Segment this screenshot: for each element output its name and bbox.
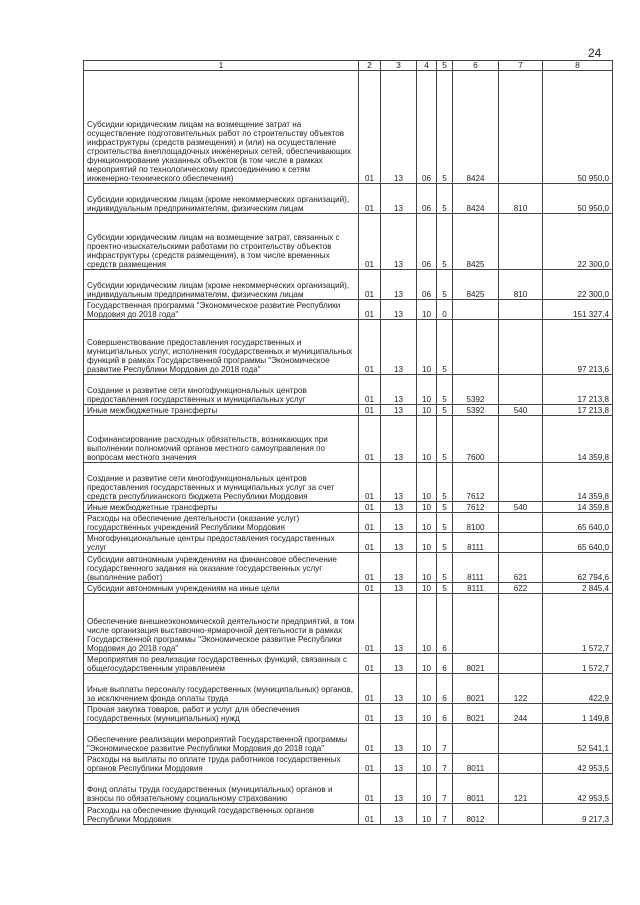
row-code-cell-c6: 8011 — [453, 774, 499, 804]
row-code-cell-c7: 810 — [499, 184, 543, 214]
row-code-cell-c4: 06 — [417, 184, 437, 214]
row-name-cell: Субсидии юридическим лицам на возмещение затрат на осуществление подготовительных работ по строительству объектов инфраструктуры (средств размещения) и (или) на осуществление строительства внеплощадочных инженерных сетей, обеспечивающих функционирование указанных объектов (в том числе в рамках мероприятий по технологическому присоединению к сетям инженерно-технического обеспечения) — [84, 71, 359, 184]
row-code-cell-c4: 06 — [417, 214, 437, 270]
row-code-cell-c8: 52 541,1 — [543, 724, 613, 754]
table-row — [84, 463, 613, 502]
table-row — [84, 754, 613, 774]
row-code-cell-c4: 10 — [417, 724, 437, 754]
row-code-cell-c8: 1 572,7 — [543, 594, 613, 654]
row-code-cell-c5: 5 — [437, 533, 453, 553]
row-code-cell-c5: 6 — [437, 674, 453, 704]
row-name-cell: Субсидии юридическим лицам (кроме некоммерческих организаций), индивидуальным предпринимателям, физическим лицам — [84, 184, 359, 214]
row-code-cell-c3: 13 — [381, 502, 417, 513]
row-code-cell-c4: 10 — [417, 533, 437, 553]
row-code-cell-c5: 5 — [437, 405, 453, 416]
row-name-cell: Расходы на выплаты по оплате труда работников государственных органов Республики Мордовия — [84, 754, 359, 774]
row-code-cell-c3: 13 — [381, 375, 417, 405]
table-row — [84, 320, 613, 375]
table-row — [84, 774, 613, 804]
row-code-cell-c7 — [499, 320, 543, 375]
row-code-cell-c2: 01 — [359, 416, 381, 463]
row-code-cell-c8: 422,9 — [543, 674, 613, 704]
table-row — [84, 654, 613, 674]
row-code-cell-c2: 01 — [359, 533, 381, 553]
row-name-cell: Субсидии автономным учреждениям на финансовое обеспечение государственного задания на оказание государственных услуг (выполнение работ) — [84, 553, 359, 583]
row-code-cell-c2: 01 — [359, 270, 381, 300]
row-code-cell-c3: 13 — [381, 214, 417, 270]
table-row — [84, 416, 613, 463]
row-code-cell-c7 — [499, 513, 543, 533]
row-name-cell: Обеспечение реализации мероприятий Государственной программы "Экономическое развитие Республики Мордовия до 2018 года" — [84, 724, 359, 754]
table-row — [84, 71, 613, 184]
row-code-cell-c5: 5 — [437, 184, 453, 214]
row-code-cell-c8: 1 149,8 — [543, 704, 613, 724]
row-code-cell-c4: 06 — [417, 71, 437, 184]
row-code-cell-c3: 13 — [381, 754, 417, 774]
header-cell: 5 — [437, 61, 453, 71]
row-code-cell-c7 — [499, 654, 543, 674]
row-code-cell-c3: 13 — [381, 184, 417, 214]
row-code-cell-c3: 13 — [381, 463, 417, 502]
row-code-cell-c2: 01 — [359, 300, 381, 320]
table-row — [84, 405, 613, 416]
row-code-cell-c2: 01 — [359, 583, 381, 594]
row-code-cell-c4: 06 — [417, 270, 437, 300]
row-code-cell-c6: 8021 — [453, 674, 499, 704]
row-code-cell-c6: 8425 — [453, 214, 499, 270]
row-code-cell-c7: 244 — [499, 704, 543, 724]
row-code-cell-c6: 8021 — [453, 704, 499, 724]
row-code-cell-c7 — [499, 594, 543, 654]
row-code-cell-c2: 01 — [359, 405, 381, 416]
row-code-cell-c6 — [453, 320, 499, 375]
row-code-cell-c2: 01 — [359, 654, 381, 674]
row-code-cell-c6: 8012 — [453, 804, 499, 825]
row-code-cell-c6: 7600 — [453, 416, 499, 463]
row-code-cell-c3: 13 — [381, 804, 417, 825]
row-code-cell-c7: 540 — [499, 405, 543, 416]
row-code-cell-c2: 01 — [359, 513, 381, 533]
header-cell: 8 — [543, 61, 613, 71]
row-code-cell-c8: 2 845,4 — [543, 583, 613, 594]
table-row — [84, 184, 613, 214]
row-code-cell-c5: 7 — [437, 724, 453, 754]
table-row — [84, 724, 613, 754]
row-code-cell-c6: 8425 — [453, 270, 499, 300]
row-code-cell-c6 — [453, 594, 499, 654]
row-name-cell: Создание и развитие сети многофункциональных центров предоставления государственных и муниципальных услуг — [84, 375, 359, 405]
row-code-cell-c5: 5 — [437, 463, 453, 502]
row-code-cell-c8: 14 359,8 — [543, 463, 613, 502]
row-code-cell-c7: 621 — [499, 553, 543, 583]
row-name-cell: Субсидии автономным учреждениям на иные цели — [84, 583, 359, 594]
row-code-cell-c5: 7 — [437, 804, 453, 825]
row-code-cell-c2: 01 — [359, 674, 381, 704]
row-code-cell-c4: 10 — [417, 654, 437, 674]
row-code-cell-c5: 5 — [437, 502, 453, 513]
row-code-cell-c5: 6 — [437, 594, 453, 654]
row-code-cell-c3: 13 — [381, 724, 417, 754]
row-code-cell-c5: 6 — [437, 704, 453, 724]
row-code-cell-c8: 17 213,8 — [543, 375, 613, 405]
table-row — [84, 674, 613, 704]
row-code-cell-c5: 5 — [437, 553, 453, 583]
row-name-cell: Многофункциональные центры предоставления государственных услуг — [84, 533, 359, 553]
row-code-cell-c7: 622 — [499, 583, 543, 594]
row-code-cell-c8: 17 213,8 — [543, 405, 613, 416]
table-row — [84, 214, 613, 270]
table-row — [84, 300, 613, 320]
row-code-cell-c4: 10 — [417, 416, 437, 463]
table-row — [84, 594, 613, 654]
row-code-cell-c8: 42 953,5 — [543, 774, 613, 804]
row-name-cell: Фонд оплаты труда государственных (муниципальных) органов и взносы по обязательному социальному страхованию — [84, 774, 359, 804]
row-code-cell-c3: 13 — [381, 654, 417, 674]
header-cell: 2 — [359, 61, 381, 71]
row-name-cell: Расходы на обеспечение функций государственных органов Республики Мордовия — [84, 804, 359, 825]
header-cell: 6 — [453, 61, 499, 71]
row-code-cell-c5: 5 — [437, 416, 453, 463]
row-code-cell-c7 — [499, 375, 543, 405]
row-code-cell-c7: 121 — [499, 774, 543, 804]
row-code-cell-c3: 13 — [381, 533, 417, 553]
row-code-cell-c8: 65 640,0 — [543, 513, 613, 533]
row-code-cell-c8: 1 572,7 — [543, 654, 613, 674]
row-code-cell-c4: 10 — [417, 320, 437, 375]
row-code-cell-c2: 01 — [359, 502, 381, 513]
row-code-cell-c8: 22 300,0 — [543, 270, 613, 300]
row-code-cell-c2: 01 — [359, 375, 381, 405]
row-code-cell-c8: 50 950,0 — [543, 184, 613, 214]
row-code-cell-c5: 5 — [437, 583, 453, 594]
row-code-cell-c4: 10 — [417, 754, 437, 774]
row-code-cell-c8: 22 300,0 — [543, 214, 613, 270]
row-code-cell-c7 — [499, 533, 543, 553]
page-number: 24 — [588, 46, 602, 60]
row-code-cell-c3: 13 — [381, 71, 417, 184]
row-code-cell-c4: 10 — [417, 405, 437, 416]
row-code-cell-c6: 8111 — [453, 583, 499, 594]
row-code-cell-c8: 9 217,3 — [543, 804, 613, 825]
row-code-cell-c8: 50 950,0 — [543, 71, 613, 184]
row-code-cell-c7 — [499, 300, 543, 320]
row-code-cell-c4: 10 — [417, 594, 437, 654]
row-code-cell-c8: 62 794,6 — [543, 553, 613, 583]
row-code-cell-c2: 01 — [359, 754, 381, 774]
header-cell: 4 — [417, 61, 437, 71]
row-code-cell-c7 — [499, 724, 543, 754]
row-code-cell-c6: 5392 — [453, 405, 499, 416]
header-cell: 3 — [381, 61, 417, 71]
row-code-cell-c7 — [499, 463, 543, 502]
row-code-cell-c4: 10 — [417, 513, 437, 533]
row-code-cell-c3: 13 — [381, 774, 417, 804]
table-row — [84, 553, 613, 583]
row-code-cell-c3: 13 — [381, 270, 417, 300]
row-code-cell-c3: 13 — [381, 320, 417, 375]
row-code-cell-c6: 8011 — [453, 754, 499, 774]
row-code-cell-c2: 01 — [359, 724, 381, 754]
table-row — [84, 804, 613, 825]
table-row — [84, 375, 613, 405]
table-row — [84, 533, 613, 553]
row-name-cell: Мероприятия по реализации государственных функций, связанных с общегосударственным управлением — [84, 654, 359, 674]
row-code-cell-c7: 810 — [499, 270, 543, 300]
row-code-cell-c6: 8111 — [453, 553, 499, 583]
row-code-cell-c3: 13 — [381, 513, 417, 533]
row-code-cell-c4: 10 — [417, 774, 437, 804]
row-code-cell-c8: 151 327,4 — [543, 300, 613, 320]
row-code-cell-c6: 7612 — [453, 463, 499, 502]
row-code-cell-c2: 01 — [359, 320, 381, 375]
row-name-cell: Государственная программа "Экономическое развитие Республики Мордовия до 2018 года" — [84, 300, 359, 320]
table-row — [84, 583, 613, 594]
row-code-cell-c8: 14 359,8 — [543, 502, 613, 513]
budget-table — [83, 60, 613, 825]
row-code-cell-c6: 8111 — [453, 533, 499, 553]
row-name-cell: Субсидии юридическим лицам (кроме некоммерческих организаций), индивидуальным предпринимателям, физическим лицам — [84, 270, 359, 300]
row-name-cell: Субсидии юридическим лицам на возмещение затрат, связанных с проектно-изыскательскими работами по строительству объектов инфраструктуры (средств размещения), в том числе временных средств размещения — [84, 214, 359, 270]
table-row — [84, 270, 613, 300]
row-code-cell-c3: 13 — [381, 674, 417, 704]
row-name-cell: Прочая закупка товаров, работ и услуг для обеспечения государственных (муниципальных) нужд — [84, 704, 359, 724]
row-code-cell-c3: 13 — [381, 594, 417, 654]
row-code-cell-c6: 5392 — [453, 375, 499, 405]
row-code-cell-c2: 01 — [359, 553, 381, 583]
row-code-cell-c4: 10 — [417, 674, 437, 704]
row-code-cell-c6 — [453, 724, 499, 754]
row-code-cell-c5: 5 — [437, 270, 453, 300]
row-code-cell-c2: 01 — [359, 704, 381, 724]
row-code-cell-c3: 13 — [381, 300, 417, 320]
row-code-cell-c4: 10 — [417, 300, 437, 320]
row-code-cell-c3: 13 — [381, 704, 417, 724]
row-code-cell-c4: 10 — [417, 804, 437, 825]
row-code-cell-c5: 5 — [437, 214, 453, 270]
row-code-cell-c6: 8424 — [453, 71, 499, 184]
row-code-cell-c5: 5 — [437, 513, 453, 533]
row-code-cell-c2: 01 — [359, 594, 381, 654]
row-code-cell-c3: 13 — [381, 416, 417, 463]
row-name-cell: Расходы на обеспечение деятельности (оказание услуг) государственных учреждений Республики Мордовия — [84, 513, 359, 533]
row-code-cell-c3: 13 — [381, 583, 417, 594]
row-code-cell-c4: 10 — [417, 375, 437, 405]
row-code-cell-c4: 10 — [417, 704, 437, 724]
row-code-cell-c5: 5 — [437, 320, 453, 375]
row-code-cell-c5: 0 — [437, 300, 453, 320]
row-code-cell-c7 — [499, 416, 543, 463]
row-code-cell-c7 — [499, 754, 543, 774]
row-name-cell: Совершенствование предоставления государственных и муниципальных услуг, исполнения государственных и муниципальных функций в рамках Государственной программы "Экономическое развитие Республики Мордовия до 2018 года" — [84, 320, 359, 375]
row-name-cell: Создание и развитие сети многофункциональных центров предоставления государственных и муниципальных услуг за счет средств республиканского бюджета Республики Мордовия — [84, 463, 359, 502]
row-code-cell-c6: 8021 — [453, 654, 499, 674]
row-code-cell-c5: 7 — [437, 754, 453, 774]
row-code-cell-c6: 8100 — [453, 513, 499, 533]
row-code-cell-c2: 01 — [359, 71, 381, 184]
table-row — [84, 502, 613, 513]
row-name-cell: Обеспечение внешнеэкономической деятельности предприятий, в том числе организация выставочно-ярмарочной деятельности в рамках Государственной программы "Экономическое развитие Республики Мордовия до 2018 года" — [84, 594, 359, 654]
row-code-cell-c8: 42 953,5 — [543, 754, 613, 774]
row-code-cell-c8: 65 640,0 — [543, 533, 613, 553]
row-code-cell-c6 — [453, 300, 499, 320]
row-code-cell-c2: 01 — [359, 184, 381, 214]
row-code-cell-c6: 7612 — [453, 502, 499, 513]
row-code-cell-c5: 7 — [437, 774, 453, 804]
row-code-cell-c2: 01 — [359, 463, 381, 502]
row-code-cell-c2: 01 — [359, 214, 381, 270]
row-code-cell-c2: 01 — [359, 774, 381, 804]
table-row — [84, 704, 613, 724]
row-code-cell-c5: 6 — [437, 654, 453, 674]
row-code-cell-c4: 10 — [417, 583, 437, 594]
row-code-cell-c2: 01 — [359, 804, 381, 825]
row-name-cell: Иные межбюджетные трансферты — [84, 405, 359, 416]
row-code-cell-c3: 13 — [381, 405, 417, 416]
row-code-cell-c4: 10 — [417, 502, 437, 513]
row-code-cell-c4: 10 — [417, 463, 437, 502]
row-code-cell-c3: 13 — [381, 553, 417, 583]
row-code-cell-c7 — [499, 71, 543, 184]
row-code-cell-c6: 8424 — [453, 184, 499, 214]
row-name-cell: Иные межбюджетные трансферты — [84, 502, 359, 513]
row-code-cell-c7 — [499, 214, 543, 270]
row-name-cell: Иные выплаты персоналу государственных (муниципальных) органов, за исключением фонда оплаты труда — [84, 674, 359, 704]
row-code-cell-c5: 5 — [437, 71, 453, 184]
row-code-cell-c7: 540 — [499, 502, 543, 513]
row-name-cell: Софинансирование расходных обязательств, возникающих при выполнении полномочий органов местного самоуправления по вопросам местного значения — [84, 416, 359, 463]
table-header-row — [84, 61, 613, 71]
header-cell: 1 — [84, 61, 359, 71]
header-cell: 7 — [499, 61, 543, 71]
row-code-cell-c7 — [499, 804, 543, 825]
row-code-cell-c4: 10 — [417, 553, 437, 583]
row-code-cell-c5: 5 — [437, 375, 453, 405]
row-code-cell-c8: 97 213,6 — [543, 320, 613, 375]
row-code-cell-c8: 14 359,8 — [543, 416, 613, 463]
row-code-cell-c7: 122 — [499, 674, 543, 704]
table-row — [84, 513, 613, 533]
